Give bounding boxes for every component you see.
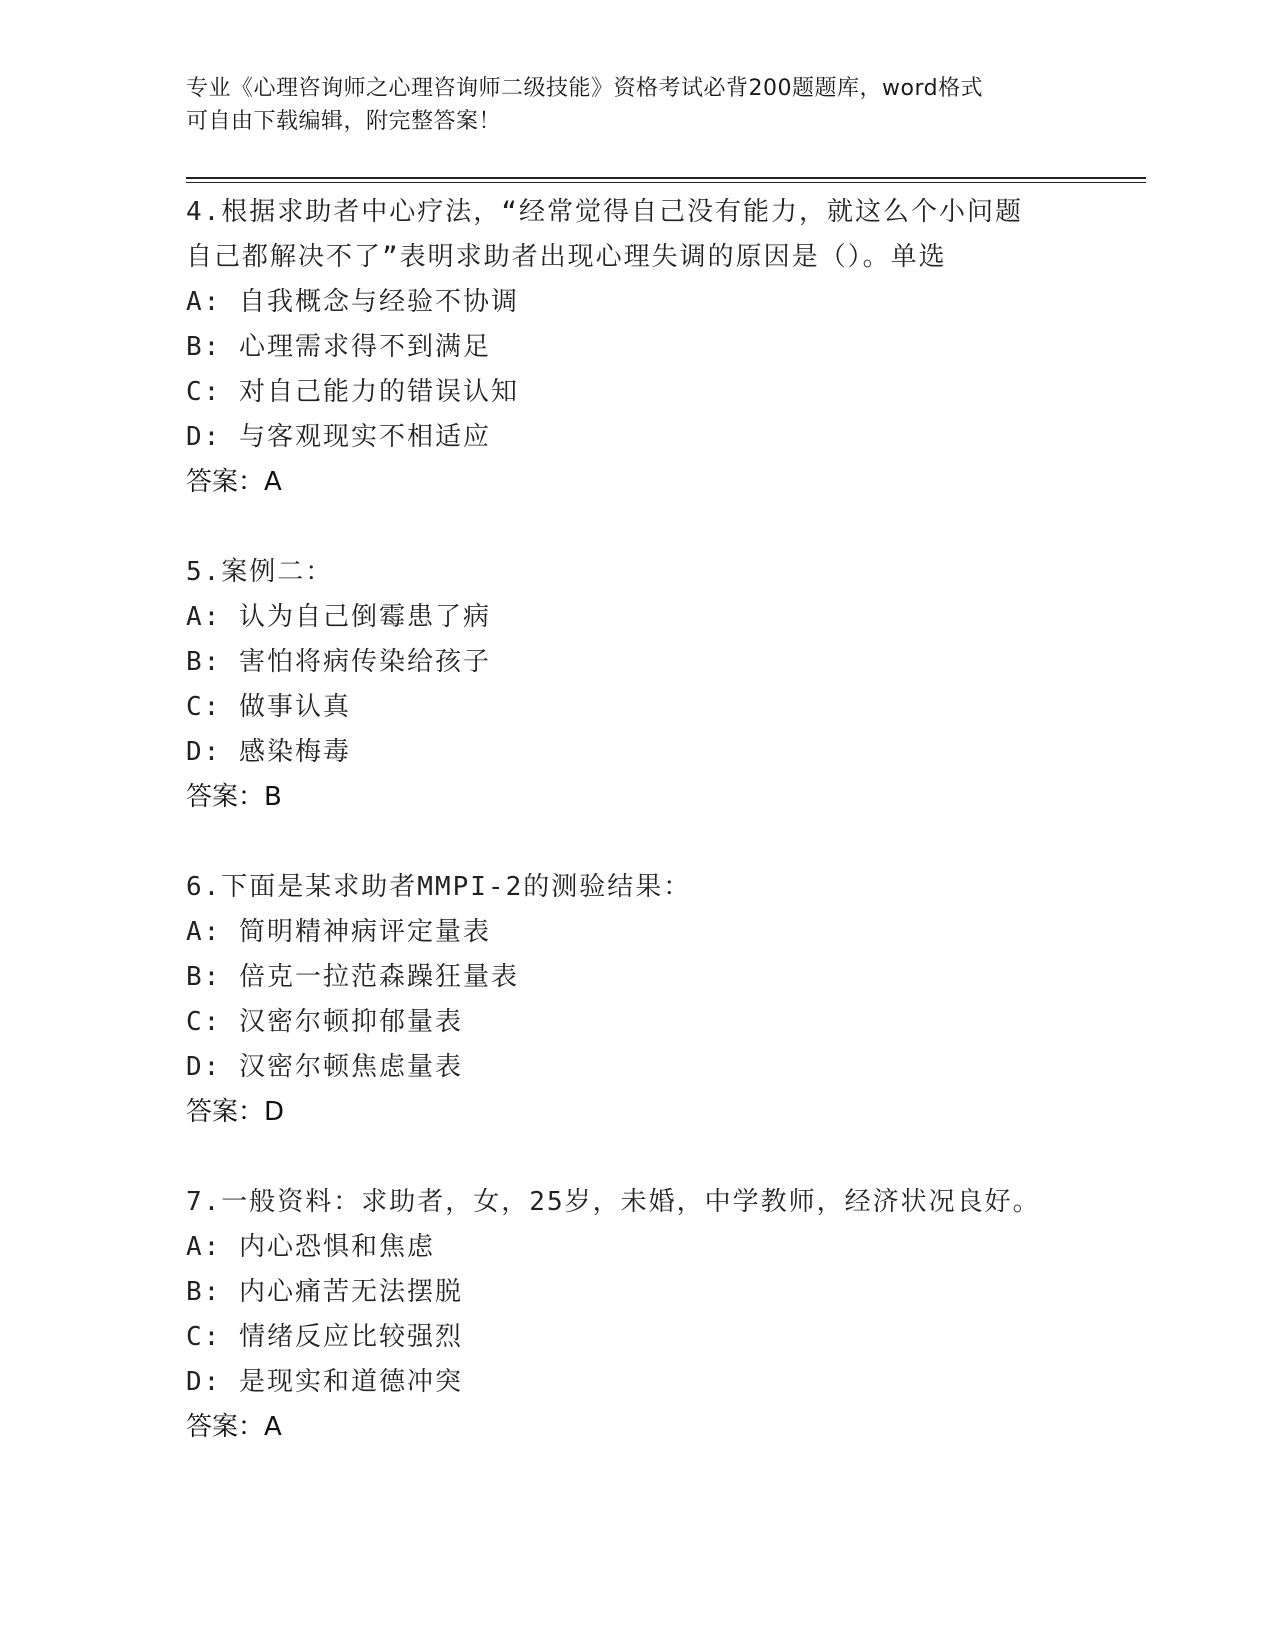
- question-stem-line: 6.下面是某求助者MMPI-2的测验结果：: [186, 872, 692, 902]
- option-d: D: 感染梅毒: [186, 737, 351, 767]
- option-a: A: 内心恐惧和焦虑: [186, 1232, 435, 1262]
- question-item: [186, 1180, 1086, 1450]
- option-a: A: 认为自己倒霉患了病: [186, 602, 491, 632]
- option-a: A: 简明精神病评定量表: [186, 917, 491, 947]
- answer-line: 答案：B: [186, 782, 282, 812]
- option-b: B: 内心痛苦无法摆脱: [186, 1277, 463, 1307]
- option-d: D: 是现实和道德冲突: [186, 1367, 463, 1397]
- document-header: [186, 72, 1066, 138]
- question-stem-line: 5.案例二：: [186, 557, 334, 587]
- question-spacer: [186, 820, 1086, 865]
- question-item: [186, 865, 1086, 1135]
- question-spacer: [186, 505, 1086, 550]
- header-line-1: 专业《心理咨询师之心理咨询师二级技能》资格考试必背200题题库，word格式: [186, 76, 984, 101]
- header-line-2: 可自由下载编辑，附完整答案！: [186, 109, 502, 134]
- option-d: D: 汉密尔顿焦虑量表: [186, 1052, 463, 1082]
- option-a: A: 自我概念与经验不协调: [186, 287, 519, 317]
- option-d: D: 与客观现实不相适应: [186, 422, 491, 452]
- header-divider-thin: [186, 182, 1146, 183]
- question-stem-line: 4.根据求助者中心疗法，“经常觉得自己没有能力，就这么个小问题: [186, 197, 1023, 227]
- option-c: C: 做事认真: [186, 692, 351, 722]
- option-b: B: 心理需求得不到满足: [186, 332, 491, 362]
- question-list: [186, 190, 1086, 1450]
- question-item: [186, 190, 1086, 505]
- header-divider-thick: [186, 177, 1146, 179]
- answer-line: 答案：A: [186, 467, 282, 497]
- option-b: B: 倍克一拉范森躁狂量表: [186, 962, 519, 992]
- option-c: C: 对自己能力的错误认知: [186, 377, 519, 407]
- question-stem-line: 自己都解决不了”表明求助者出现心理失调的原因是（）。单选: [186, 242, 947, 272]
- answer-line: 答案：A: [186, 1412, 282, 1442]
- answer-line: 答案：D: [186, 1097, 285, 1127]
- option-c: C: 情绪反应比较强烈: [186, 1322, 463, 1352]
- option-c: C: 汉密尔顿抑郁量表: [186, 1007, 463, 1037]
- question-stem-line: 7.一般资料：求助者，女，25岁，未婚，中学教师，经济状况良好。: [186, 1187, 1041, 1217]
- option-b: B: 害怕将病传染给孩子: [186, 647, 491, 677]
- question-item: [186, 550, 1086, 820]
- question-spacer: [186, 1135, 1086, 1180]
